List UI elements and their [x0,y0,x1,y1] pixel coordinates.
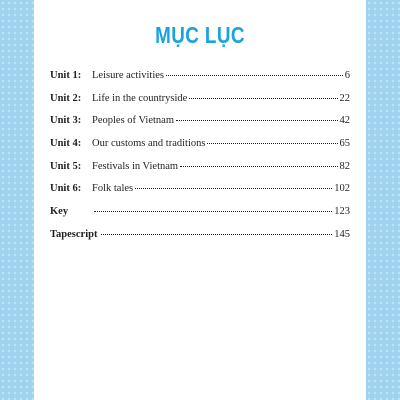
toc-entry-unit-2[interactable] [50,93,350,116]
page-title: MỤC LỤC [155,22,245,48]
toc-entry-unit-5[interactable] [50,161,350,184]
toc-unit-label: Key [50,206,69,218]
toc-page-number: 22 [339,92,350,104]
toc-entry-title: Folk tales [92,183,134,195]
toc-entry-title: Life in the countryside [92,92,188,104]
toc-unit-label: Unit 5: [50,160,82,172]
toc-page-number: 42 [339,115,350,127]
toc-page-number: 82 [339,160,350,172]
toc-page-number: 145 [334,228,350,240]
toc-unit-label: Tapescript [50,228,98,240]
toc-unit-label: Unit 4: [50,138,82,150]
dot-leader [180,166,337,167]
toc-page-number: 123 [334,206,350,218]
toc-entry-title: Peoples of Vietnam [92,115,174,127]
toc-entry-unit-3[interactable] [50,115,350,138]
toc-page-number: 65 [339,138,350,150]
toc-entry-title: Leisure activities [92,70,165,81]
toc-list [50,70,350,252]
toc-entry-unit-1[interactable] [50,70,350,93]
dot-leader [166,75,343,76]
toc-unit-label: Unit 6: [50,183,82,195]
right-border-band [366,0,400,400]
dot-leader [189,98,337,99]
dot-leader [101,234,332,235]
toc-unit-label: Unit 1: [50,70,82,81]
toc-entry-unit-4[interactable] [50,138,350,161]
toc-entry-title: Our customs and traditions [92,138,206,150]
table-of-contents-page [34,0,366,400]
toc-entry-key[interactable] [50,206,350,229]
toc-page-number: 6 [344,70,350,81]
dot-leader [207,143,337,144]
toc-entry-unit-6[interactable] [50,183,350,206]
toc-unit-label: Unit 3: [50,115,82,127]
left-border-band [0,0,34,400]
dot-leader [135,188,332,189]
toc-entry-tapescript[interactable] [50,229,350,252]
toc-page-number: 102 [334,183,350,195]
dot-leader [176,120,338,121]
toc-entry-title: Festivals in Vietnam [92,160,179,172]
toc-unit-label: Unit 2: [50,92,82,104]
dot-leader [94,211,332,212]
